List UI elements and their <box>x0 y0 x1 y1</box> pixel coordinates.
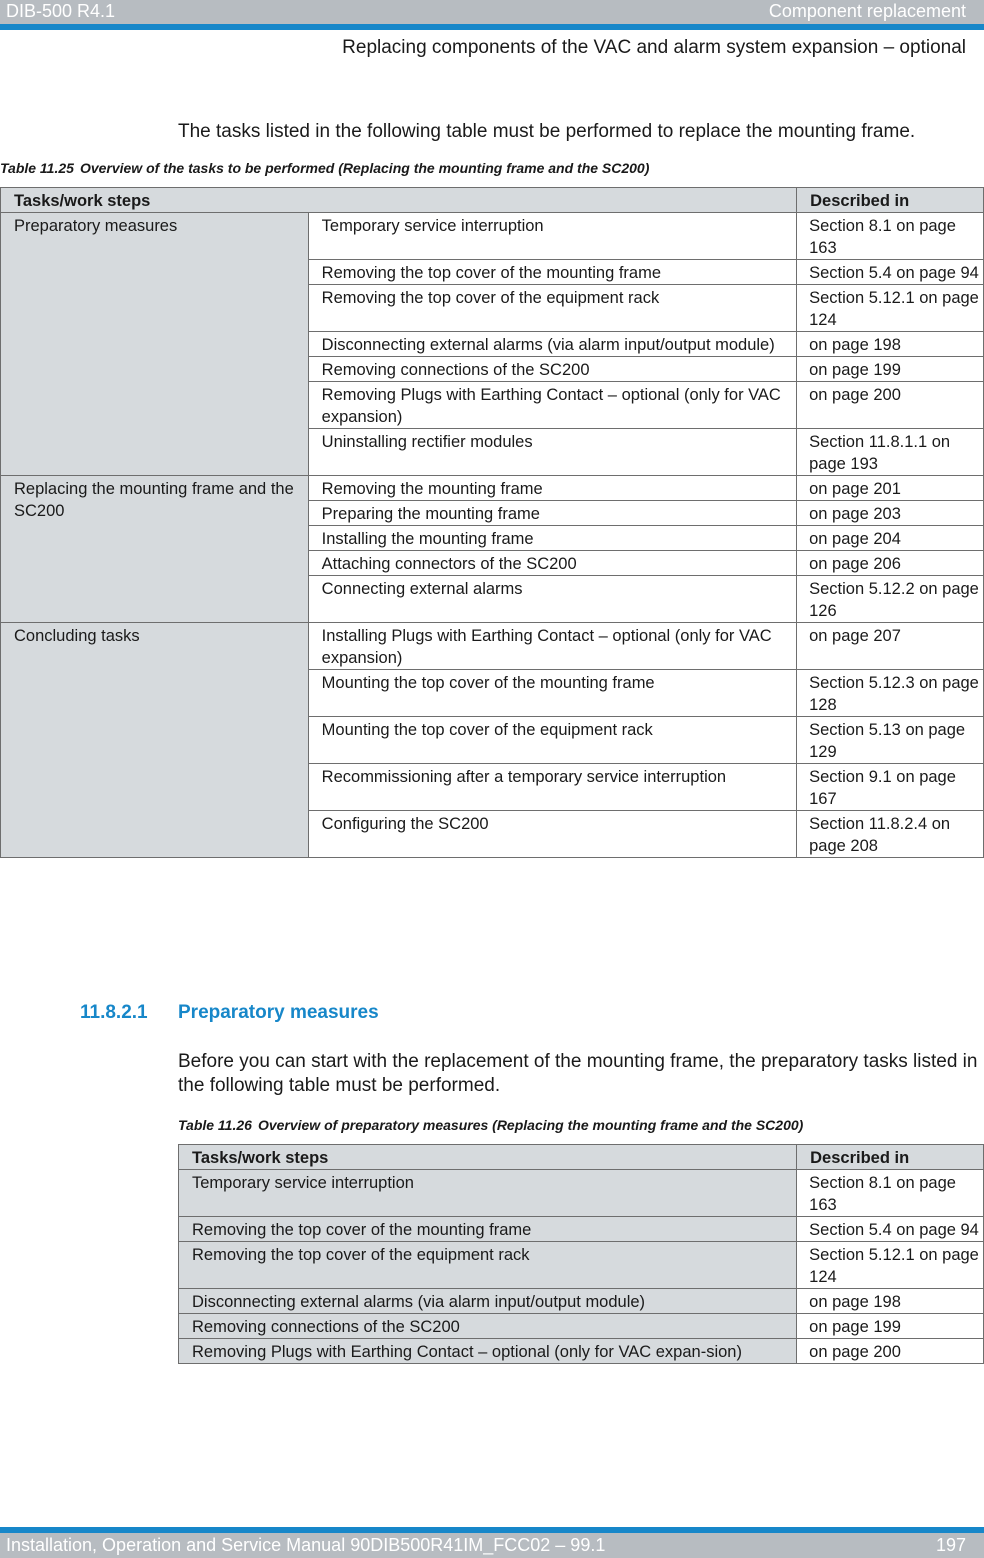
column-header-described-in: Described in <box>797 1145 984 1170</box>
table1-caption-number: Table 11.25 <box>0 160 74 176</box>
header-rule <box>0 24 984 30</box>
table-row <box>179 1170 984 1217</box>
task-cell: Mounting the top cover of the mounting frame <box>308 670 796 717</box>
task-cell: Mounting the top cover of the equipment rack <box>308 717 796 764</box>
task-cell: Removing the top cover of the equipment rack <box>179 1242 797 1289</box>
task-cell: Temporary service interruption <box>179 1170 797 1217</box>
task-cell: Removing connections of the SC200 <box>308 357 796 382</box>
subsection-text: Before you can start with the replacement of the mounting frame, the preparatory tasks listed in the following table must be performed. <box>178 1051 978 1096</box>
page-number: 197 <box>935 1535 966 1555</box>
task-cell: Removing the top cover of the equipment rack <box>308 285 796 332</box>
reference-cell: on page 199 <box>797 357 984 382</box>
column-header-described-in: Described in <box>797 188 984 213</box>
doc-id: DIB-500 R4.1 <box>6 1 116 21</box>
reference-cell: on page 200 <box>797 382 984 429</box>
task-cell: Removing the top cover of the mounting frame <box>308 260 796 285</box>
task-cell: Configuring the SC200 <box>308 811 796 858</box>
task-cell: Installing Plugs with Earthing Contact – optional (only for VAC expansion) <box>308 623 796 670</box>
reference-cell: Section 11.8.2.4 on page 208 <box>797 811 984 858</box>
reference-cell: on page 201 <box>797 476 984 501</box>
task-cell: Removing Plugs with Earthing Contact – optional (only for VAC expansion) <box>308 382 796 429</box>
page-footer <box>0 1533 984 1558</box>
task-group-label: Replacing the mounting frame and the SC200 <box>1 476 309 623</box>
task-cell: Removing Plugs with Earthing Contact – optional (only for VAC expan-sion) <box>179 1339 797 1364</box>
task-cell: Preparing the mounting frame <box>308 501 796 526</box>
task-cell: Disconnecting external alarms (via alarm input/output module) <box>308 332 796 357</box>
manual-title: Installation, Operation and Service Manual 90DIB500R41IM_FCC02 – 99.1 <box>6 1535 606 1555</box>
task-cell: Disconnecting external alarms (via alarm input/output module) <box>179 1289 797 1314</box>
table1-caption-text: Overview of the tasks to be performed (Replacing the mounting frame and the SC200) <box>79 160 650 176</box>
reference-cell: Section 11.8.1.1 on page 193 <box>797 429 984 476</box>
chapter-title: Component replacement <box>768 1 966 21</box>
page-header <box>0 0 984 24</box>
task-cell: Removing connections of the SC200 <box>179 1314 797 1339</box>
intro-text: The tasks listed in the following table must be performed to replace the mounting frame. <box>178 121 916 142</box>
reference-cell: Section 5.12.1 on page 124 <box>797 1242 984 1289</box>
reference-cell: on page 206 <box>797 551 984 576</box>
task-cell: Removing the top cover of the mounting frame <box>179 1217 797 1242</box>
reference-cell: on page 207 <box>797 623 984 670</box>
task-cell: Temporary service interruption <box>308 213 796 260</box>
reference-cell: Section 5.4 on page 94 <box>797 260 984 285</box>
task-cell: Removing the mounting frame <box>308 476 796 501</box>
reference-cell: Section 5.12.2 on page 126 <box>797 576 984 623</box>
task-cell: Recommissioning after a temporary service interruption <box>308 764 796 811</box>
reference-cell: Section 5.13 on page 129 <box>797 717 984 764</box>
reference-cell: on page 204 <box>797 526 984 551</box>
table-row <box>179 1314 984 1339</box>
reference-cell: Section 5.12.1 on page 124 <box>797 285 984 332</box>
reference-cell: on page 200 <box>797 1339 984 1364</box>
reference-cell: on page 203 <box>797 501 984 526</box>
task-cell: Installing the mounting frame <box>308 526 796 551</box>
subsection-title: Preparatory measures <box>178 1002 379 1023</box>
table-row <box>1 213 984 260</box>
task-cell: Attaching connectors of the SC200 <box>308 551 796 576</box>
preparatory-table <box>178 1144 984 1364</box>
column-header-tasks: Tasks/work steps <box>1 188 797 213</box>
table-row <box>179 1339 984 1364</box>
reference-cell: on page 198 <box>797 1289 984 1314</box>
reference-cell: Section 8.1 on page 163 <box>797 213 984 260</box>
table1-caption <box>0 160 649 176</box>
task-cell: Uninstalling rectifier modules <box>308 429 796 476</box>
table-row <box>179 1242 984 1289</box>
reference-cell: Section 8.1 on page 163 <box>797 1170 984 1217</box>
reference-cell: on page 199 <box>797 1314 984 1339</box>
subsection-number: 11.8.2.1 <box>80 1002 148 1023</box>
task-group-label: Preparatory measures <box>1 213 309 476</box>
reference-cell: Section 5.12.3 on page 128 <box>797 670 984 717</box>
table2-caption-text: Overview of preparatory measures (Replacing the mounting frame and the SC200) <box>257 1117 804 1133</box>
reference-cell: Section 9.1 on page 167 <box>797 764 984 811</box>
table-row <box>1 623 984 670</box>
column-header-tasks: Tasks/work steps <box>179 1145 797 1170</box>
table-row <box>179 1217 984 1242</box>
tasks-table <box>0 187 984 858</box>
task-cell: Connecting external alarms <box>308 576 796 623</box>
section-title: Replacing components of the VAC and alarm system expansion – optional <box>342 37 966 58</box>
task-group-label: Concluding tasks <box>1 623 309 858</box>
table-row <box>1 476 984 501</box>
table2-caption <box>178 1117 803 1133</box>
reference-cell: Section 5.4 on page 94 <box>797 1217 984 1242</box>
table-row <box>179 1289 984 1314</box>
reference-cell: on page 198 <box>797 332 984 357</box>
table2-caption-number: Table 11.26 <box>178 1117 252 1133</box>
